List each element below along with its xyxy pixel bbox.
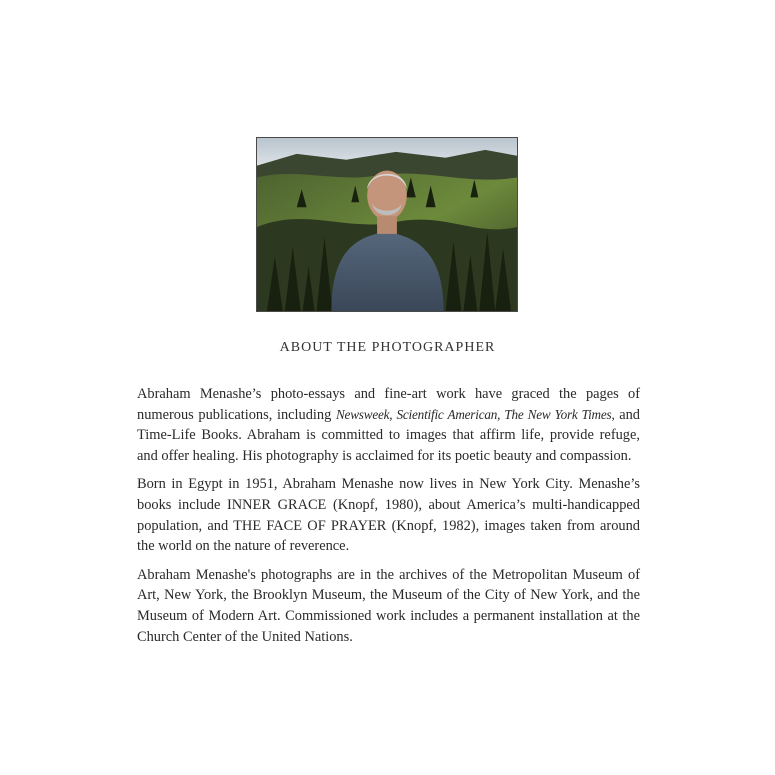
- bio-paragraph-3: Abraham Menashe's photographs are in the archives of the Metropolitan Museum of Art, New York, the Brooklyn Museum, the Museum of the City of New York, and the Museum of Modern Art. Commissioned work includes a permanent installation at the Church Center of the United Nations.: [137, 566, 640, 645]
- photographer-photo: [256, 137, 518, 312]
- section-heading: ABOUT THE PHOTOGRAPHER: [279, 340, 496, 355]
- portrait-photo-icon: [257, 138, 517, 311]
- publications-list: Newsweek, Scientific American, The New York Times,: [335, 406, 615, 422]
- bio-paragraph-1-start: Abraham Menashe’s photo-essays and fine-art work have graced the pages of numerous publications, including: [137, 386, 640, 423]
- bio-paragraph-2: Born in Egypt in 1951, Abraham Menashe now lives in New York City. Menashe’s books include INNER GRACE (Knopf, 1980), about America’s multi-handicapped population, and THE FACE OF PRAYER (Knopf, 1982), images taken from around the world on the nature of reverence.: [137, 476, 640, 555]
- bio-paragraph-1-end: and Time-Life Books. Abraham is committed to images that affirm life, provide refuge, and offer healing. His photography is acclaimed for its poetic beauty and compassion.: [137, 406, 640, 464]
- bio-text: [137, 384, 640, 655]
- bio-paragraph-1: [137, 384, 640, 466]
